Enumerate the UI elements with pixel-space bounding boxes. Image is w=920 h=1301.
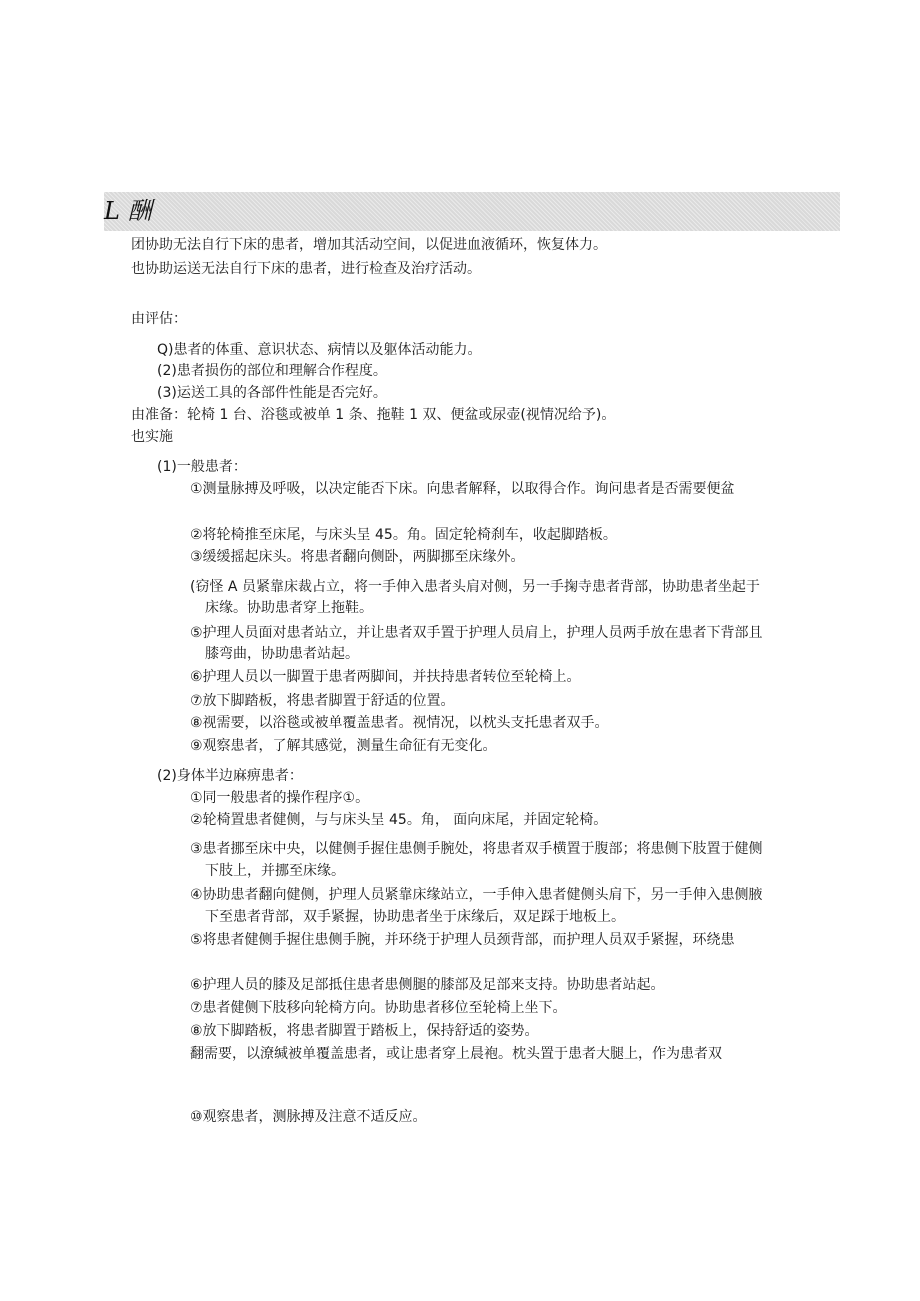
general-step-8: ⑧视需要，以浴毯或被单覆盖患者。视情况，以枕头支托患者双手。 [190,715,609,731]
hemiplegic-step-7: ⑦患者健侧下肢移向轮椅方向。协助患者移位至轮椅上坐下。 [190,1000,567,1016]
general-step-4-cont: 床缘。协助患者穿上拖鞋。 [205,600,373,616]
assessment-item-2: (2)患者损伤的部位和理解合作程度。 [157,363,387,379]
hemiplegic-step-10: ⑩观察患者，测脉搏及注意不适反应。 [190,1109,427,1125]
general-step-7: ⑦放下脚踏板，将患者脚置于舒适的位置。 [190,693,455,709]
general-step-2: ②将轮椅推至床尾，与床头呈 45。角。固定轮椅刹车，收起脚踏板。 [190,527,617,543]
hemiplegic-step-9: 翻需要，以潦缄被单覆盖患者，或让患者穿上晨袍。枕头置于患者大腿上，作为患者双 [190,1046,722,1062]
assessment-heading: 由评估： [131,311,187,327]
hemiplegic-step-6: ⑥护理人员的膝及足部抵住患者患侧腿的膝部及足部来支持。协助患者站起。 [190,977,665,993]
hemiplegic-step-3-cont: 下肢上，并挪至床缘。 [205,863,345,879]
hemiplegic-step-4-cont: 下至患者背部，双手紧握，协助患者坐于床缘后，双足踩于地板上。 [205,909,625,925]
general-step-6: ⑥护理人员以一脚置于患者两脚间，并扶持患者转位至轮椅上。 [190,669,581,685]
section-title: L 酬 [104,197,152,225]
hemiplegic-step-2: ②轮椅置患者健侧，与与床头呈 45。角， 面向床尾，并固定轮椅。 [190,812,608,828]
purpose-line-1: 团协助无法自行下床的患者，增加其活动空间，以促进血液循环，恢复体力。 [131,237,607,253]
general-step-9: ⑨观察患者，了解其感觉，测量生命征有无变化。 [190,738,497,754]
general-heading: (1)一般患者： [157,459,247,475]
hemiplegic-step-1: ①同一般患者的操作程序①。 [190,790,370,806]
general-step-5: ⑤护理人员面对患者站立，并让患者双手置于护理人员肩上，护理人员两手放在患者下背部且 [190,625,763,641]
general-step-4: (窃怪 A 员紧靠床裁占立，将一手伸入患者头肩对侧，另一手掬寺患者背部，协助患者坐起于 [190,579,760,595]
implementation-heading: 也实施 [131,429,173,445]
preparation-line: 由准备：轮椅 1 台、浴毯或被单 1 条、拖鞋 1 双、便盆或尿壶(视情况给予)。 [131,407,616,423]
purpose-line-2: 也协助运送无法自行下床的患者，进行检查及治疗活动。 [131,261,481,277]
general-step-3: ③缓缓摇起床头。将患者翻向侧卧，两脚挪至床缘外。 [190,549,525,565]
assessment-item-3: (3)运送工具的各部件性能是否完好。 [157,385,387,401]
hemiplegic-heading: (2)身体半边麻痹患者： [157,768,303,784]
hemiplegic-step-3: ③患者挪至床中央，以健侧手握住患侧手腕处，将患者双手横置于腹部；将患侧下肢置于健侧 [190,841,763,857]
hemiplegic-step-8: ⑧放下脚踏板，将患者脚置于踏板上，保持舒适的姿势。 [190,1023,539,1039]
general-step-5-cont: 膝弯曲，协助患者站起。 [205,646,359,662]
assessment-item-1: Q)患者的体重、意识状态、病情以及躯体活动能力。 [157,342,482,358]
general-step-1: ①测量脉搏及呼吸，以决定能否下床。向患者解释，以取得合作。询问患者是否需要便盆 [190,481,735,497]
hemiplegic-step-4: ④协助患者翻向健侧，护理人员紧靠床缘站立，一手伸入患者健侧头肩下，另一手伸入患侧腋 [190,887,763,903]
hemiplegic-step-5: ⑤将患者健侧手握住患侧手腕，并环绕于护理人员颈背部，而护理人员双手紧握，环绕患 [190,932,735,948]
section-header-bar [104,192,840,231]
